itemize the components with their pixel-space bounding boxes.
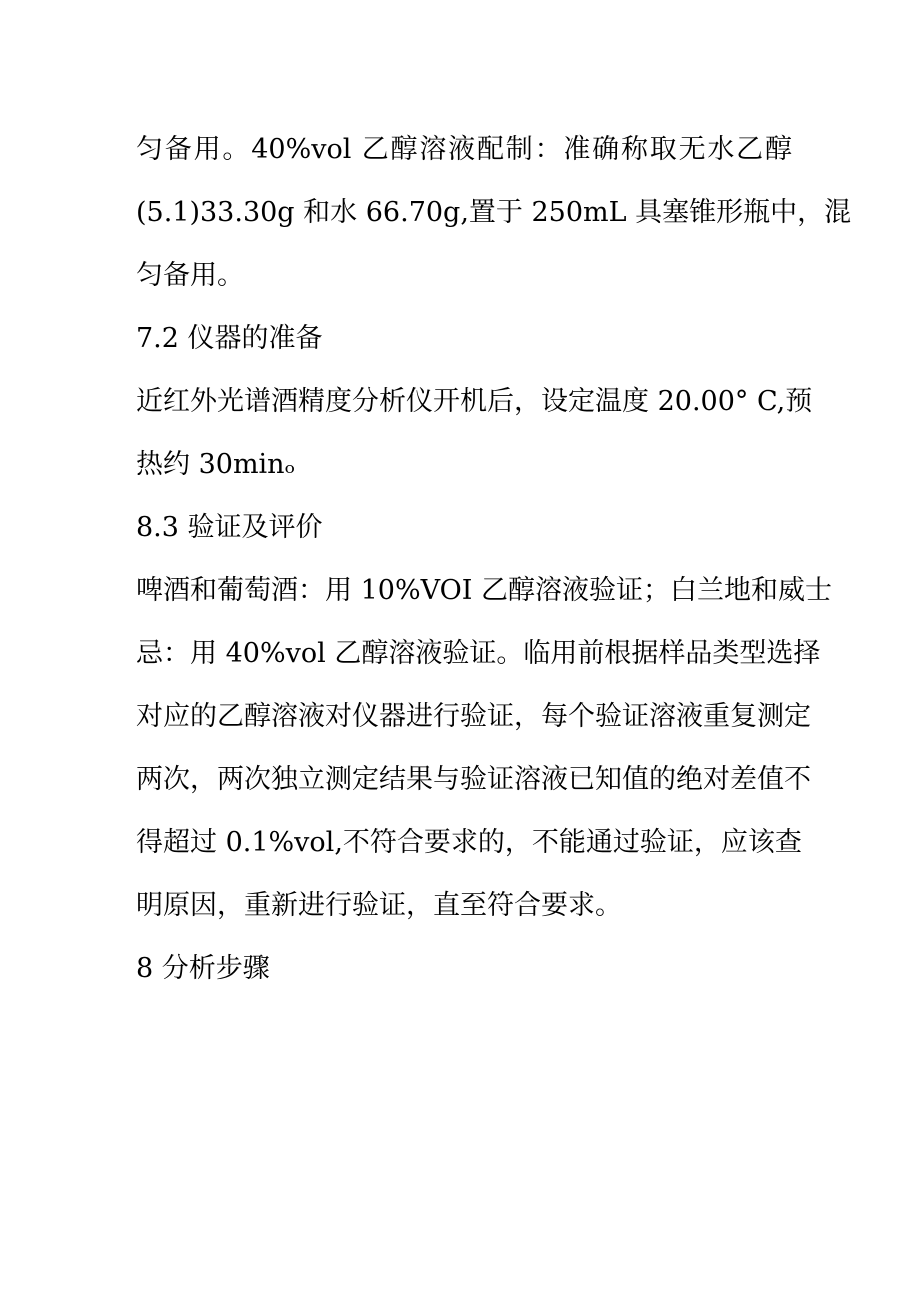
text-line: 两次，两次独立测定结果与验证溶液已知值的绝对差值不 — [136, 764, 811, 795]
text-line: 啤酒和葡萄酒：用 10%VOI 乙醇溶液验证；白兰地和威士 — [136, 575, 833, 606]
text-line: 忌：用 40%vol 乙醇溶液验证。临用前根据样品类型选择 — [136, 638, 821, 669]
section-heading-analysis-steps — [136, 937, 792, 1000]
text-line: 匀备用。40%vol 乙醇溶液配制：准确称取无水乙醇 — [136, 134, 792, 165]
section-heading-instrument-prep — [136, 307, 792, 370]
text-line: 匀备用。 — [136, 260, 244, 291]
text-line: 近红外光谱酒精度分析仪开机后，设定温度 20.00° C,预 — [136, 386, 813, 417]
text-line: 得超过 0.1%vol,不符合要求的，不能通过验证，应该查 — [136, 827, 802, 858]
document-body — [136, 118, 852, 1000]
text-line: 热约 30minₒ — [136, 449, 295, 480]
section-heading: 8 分析步骤 — [136, 953, 270, 984]
paragraph-instrument-prep — [136, 370, 813, 496]
text-line: 明原因，重新进行验证，直至符合要求。 — [136, 890, 622, 921]
paragraph-solution-prep — [136, 118, 852, 307]
text-line: (5.1)33.30g 和水 66.70g,置于 250mL 具塞锥形瓶中，混 — [136, 197, 852, 228]
section-heading-verification — [136, 496, 792, 559]
section-heading: 8.3 验证及评价 — [136, 512, 323, 543]
text-line: 对应的乙醇溶液对仪器进行验证，每个验证溶液重复测定 — [136, 701, 811, 732]
paragraph-verification — [136, 559, 833, 937]
section-heading: 7.2 仪器的准备 — [136, 323, 323, 354]
